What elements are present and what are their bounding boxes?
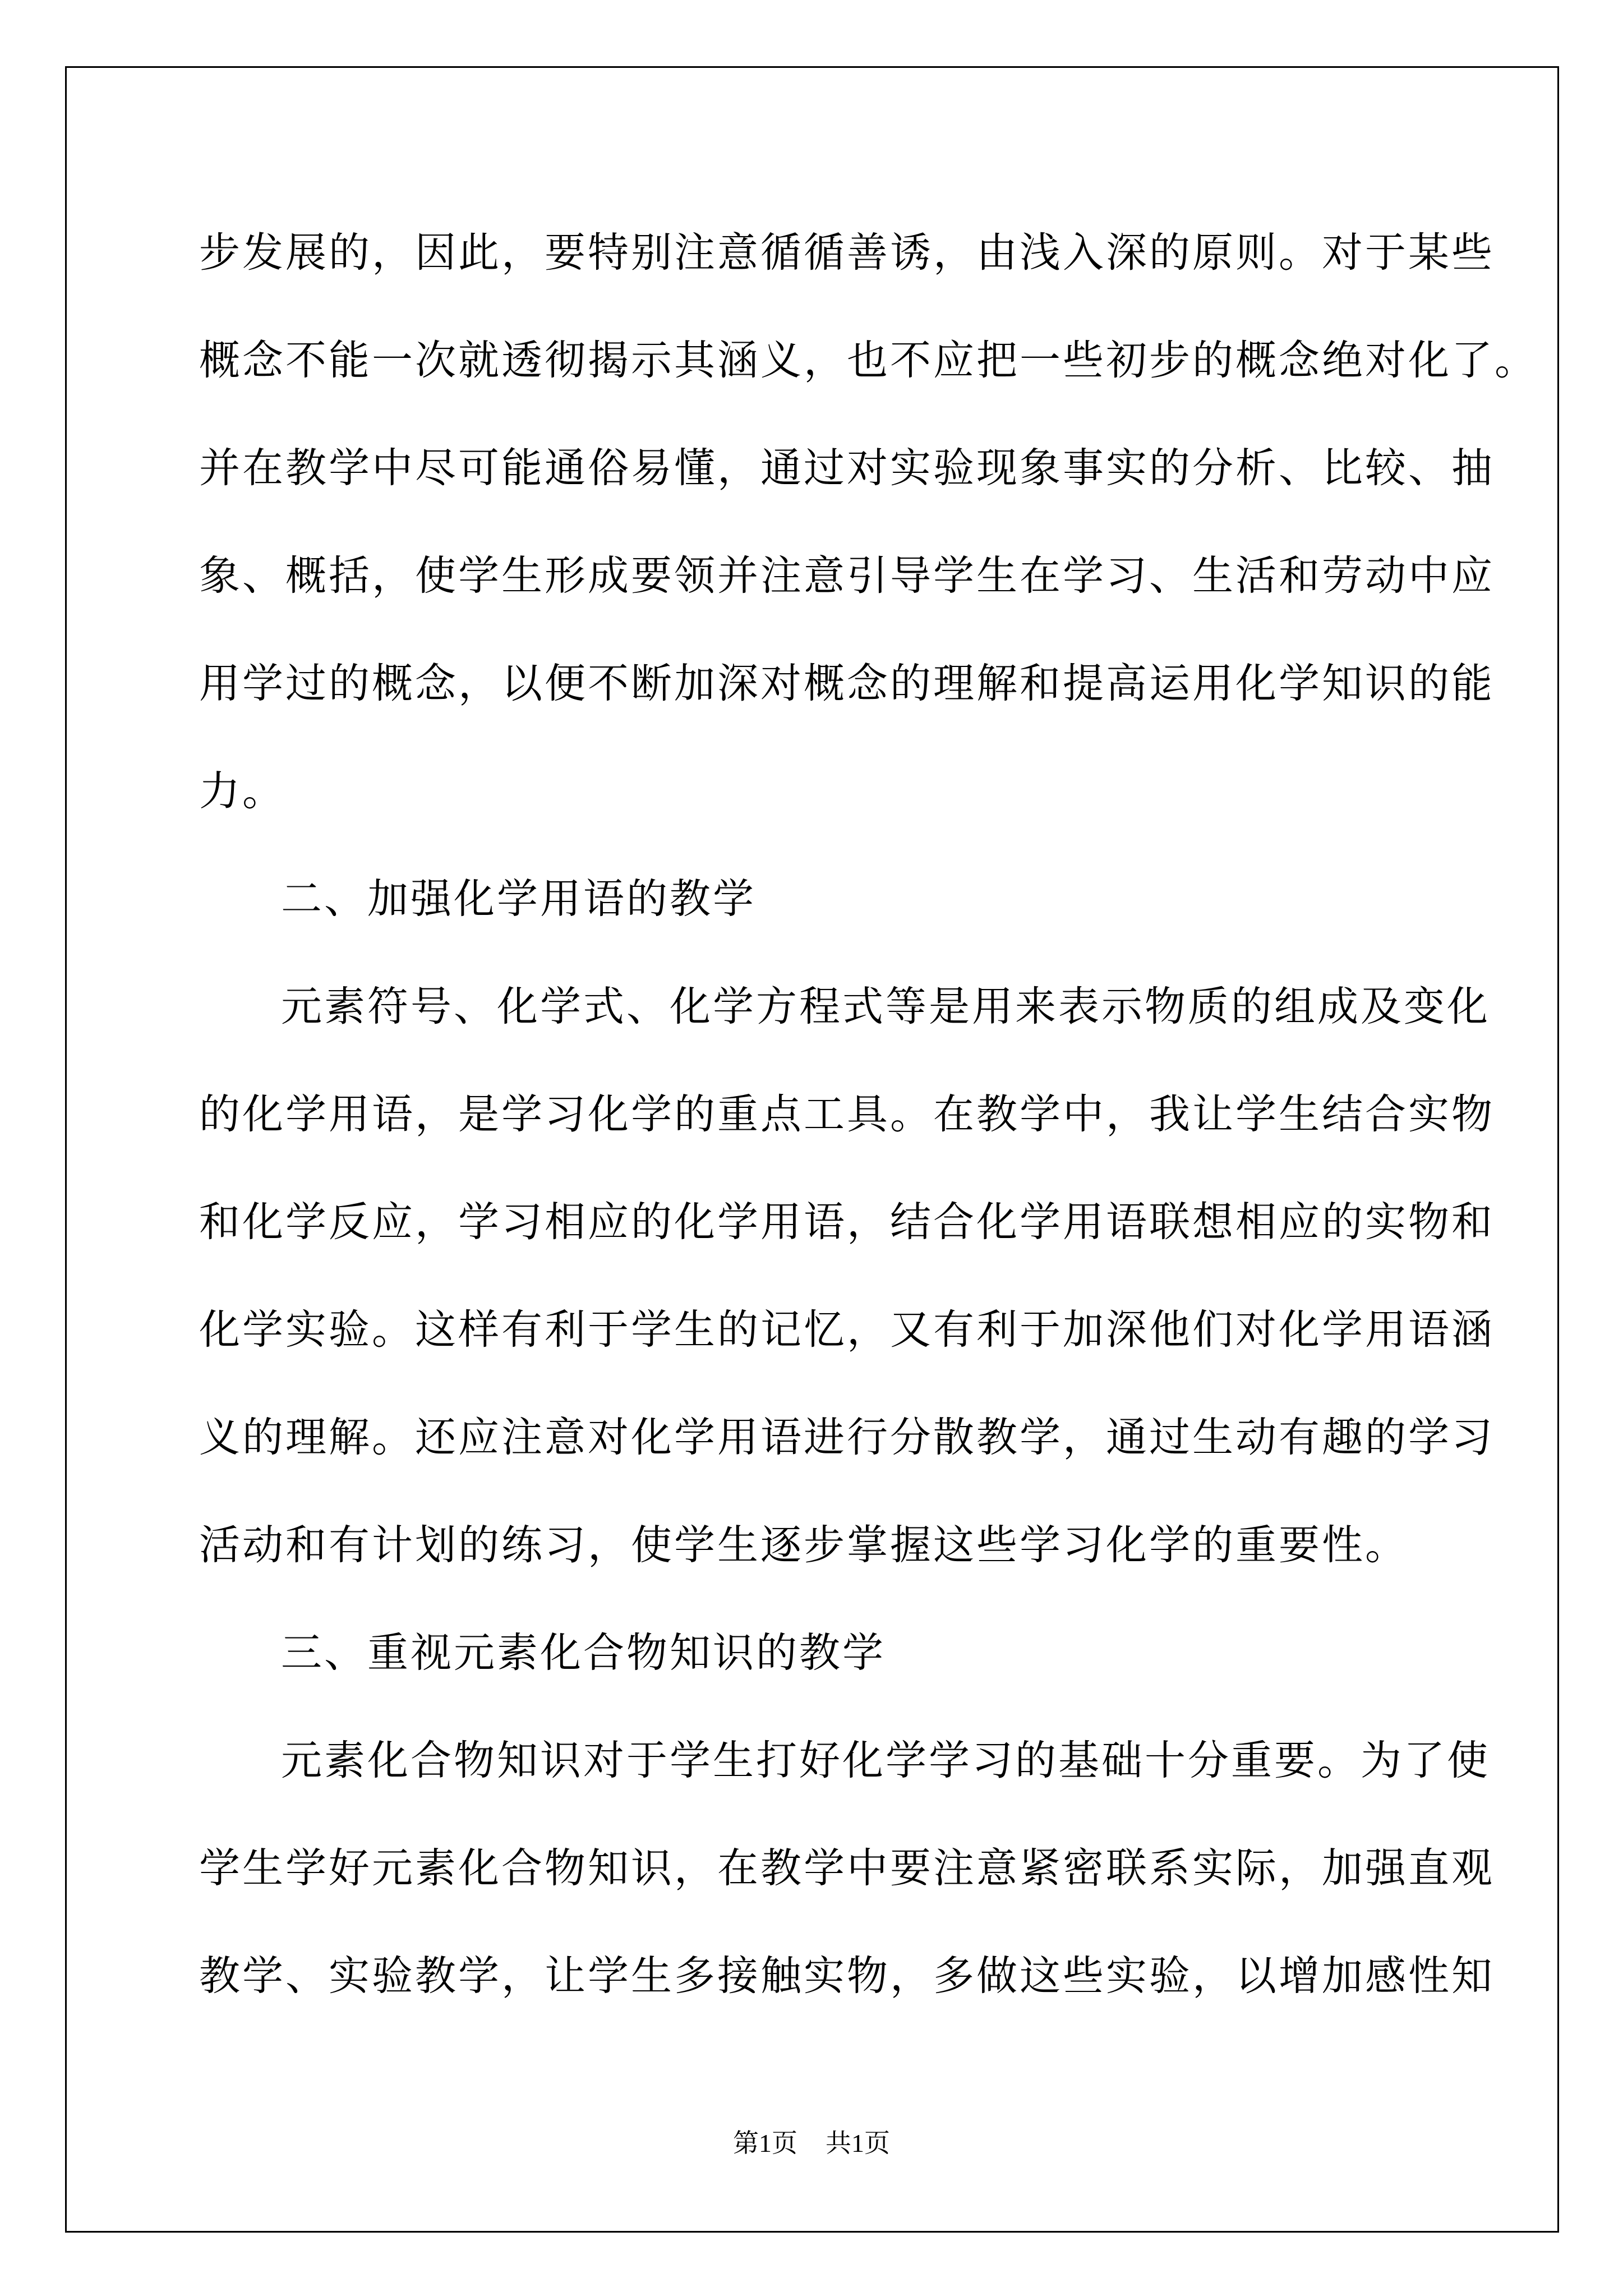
paragraph-first-line: 元素化合物知识对于学生打好化学学习的基础十分重要。为了使 — [281, 1737, 1490, 1784]
section-heading: 三、重视元素化合物知识的教学 — [281, 1629, 886, 1677]
text-line: 化学实验。这样有利于学生的记忆，又有利于加深他们对化学用语涵 — [199, 1306, 1495, 1354]
section-heading: 二、加强化学用语的教学 — [281, 875, 756, 923]
text-line: 概念不能一次就透彻揭示其涵义，也不应把一些初步的概念绝对化了。 — [199, 337, 1538, 384]
page-footer — [0, 2123, 1623, 2160]
text-line: 并在教学中尽可能通俗易懂，通过对实验现象事实的分析、比较、抽 — [199, 444, 1495, 492]
text-line: 教学、实验教学，让学生多接触实物，多做这些实验，以增加感性知 — [199, 1952, 1495, 2000]
text-line: 步发展的，因此，要特别注意循循善诱，由浅入深的原则。对于某些 — [199, 229, 1495, 277]
document-body — [199, 199, 1538, 2030]
text-line: 的化学用语，是学习化学的重点工具。在教学中，我让学生结合实物 — [199, 1091, 1495, 1138]
page-total: 共1页 — [826, 2129, 890, 2157]
text-line: 学生学好元素化合物知识，在教学中要注意紧密联系实际，加强直观 — [199, 1844, 1495, 1892]
text-line: 活动和有计划的练习，使学生逐步掌握这些学习化学的重要性。 — [199, 1521, 1408, 1569]
text-line: 义的理解。还应注意对化学用语进行分散教学，通过生动有趣的学习 — [199, 1414, 1495, 1461]
text-line: 用学过的概念，以便不断加深对概念的理解和提高运用化学知识的能 — [199, 660, 1495, 707]
text-line: 力。 — [199, 767, 285, 815]
text-line: 象、概括，使学生形成要领并注意引导学生在学习、生活和劳动中应 — [199, 552, 1495, 600]
paragraph-first-line: 元素符号、化学式、化学方程式等是用来表示物质的组成及变化 — [281, 983, 1490, 1030]
text-line: 和化学反应，学习相应的化学用语，结合化学用语联想相应的实物和 — [199, 1198, 1495, 1246]
page-number: 第1页 — [733, 2129, 797, 2157]
